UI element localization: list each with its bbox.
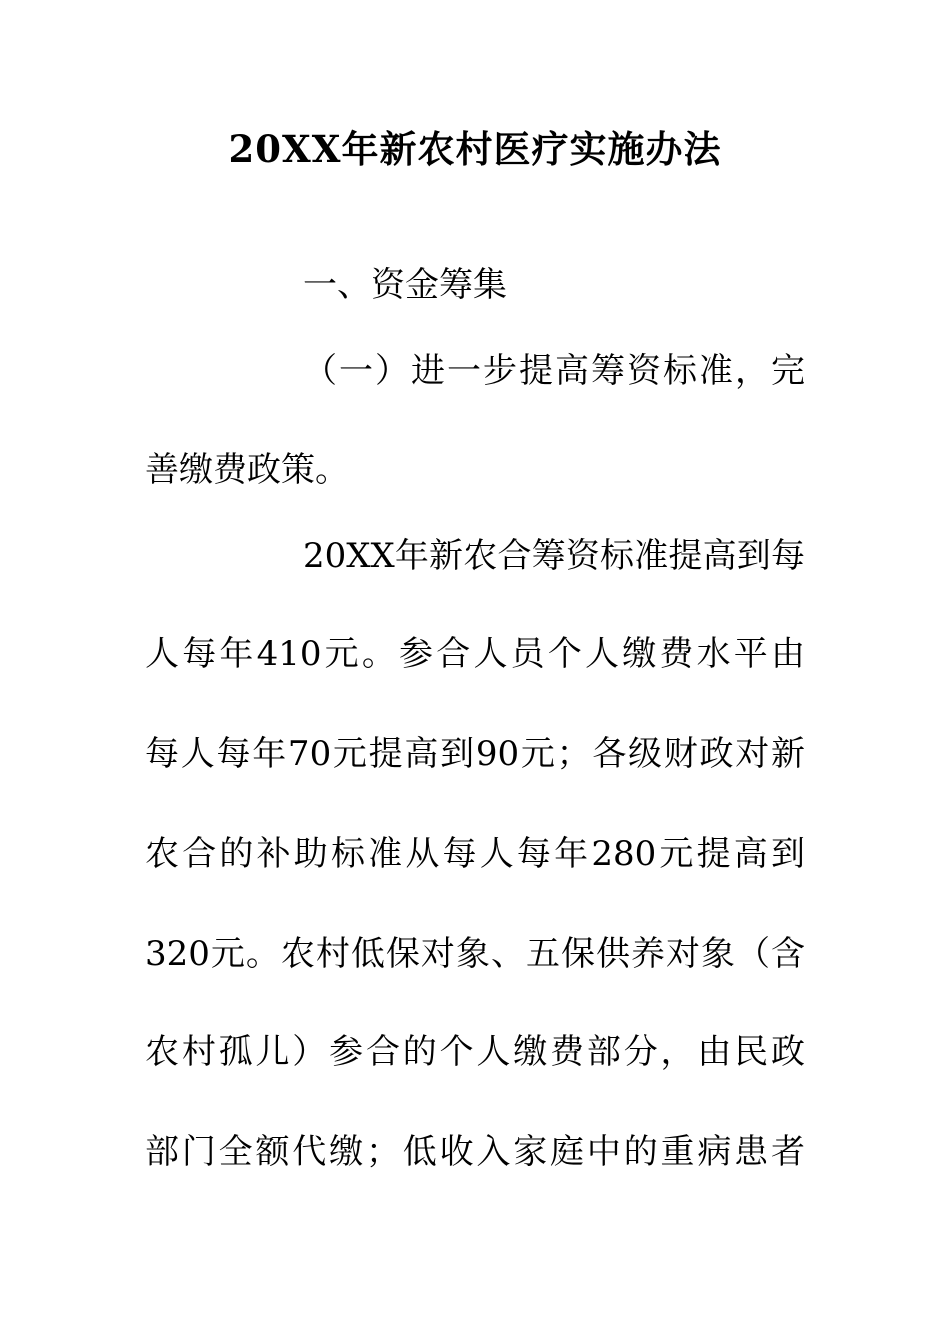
subsection-heading-line-2: 善缴费政策。 (145, 450, 349, 490)
subsection-heading-line-1: （一）进一步提高筹资标准，完 (303, 351, 805, 391)
paragraph-line-2: 人每年410元。参合人员个人缴费水平由 (145, 634, 805, 674)
section-heading: 一、资金筹集 (303, 265, 507, 305)
document-title: 20XX年新农村医疗实施办法 (228, 127, 722, 171)
paragraph-line-1: 20XX年新农合筹资标准提高到每 (303, 536, 805, 576)
paragraph-line-3: 每人每年70元提高到90元；各级财政对新 (145, 734, 805, 774)
paragraph-line-6: 农村孤儿）参合的个人缴费部分，由民政 (145, 1032, 805, 1072)
paragraph-line-7: 部门全额代缴；低收入家庭中的重病患者 (145, 1132, 805, 1172)
paragraph-line-4: 农合的补助标准从每人每年280元提高到 (145, 834, 805, 874)
paragraph-line-5: 320元。农村低保对象、五保供养对象（含 (145, 934, 805, 974)
